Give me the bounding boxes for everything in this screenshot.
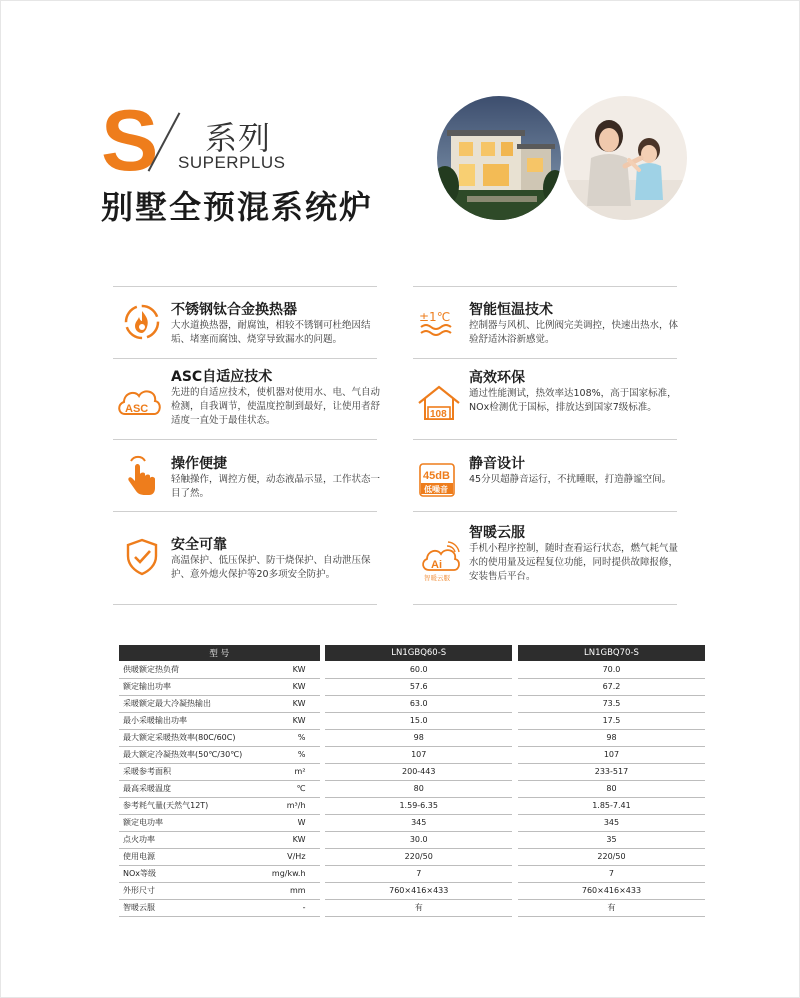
spec-unit: KW (268, 661, 320, 678)
spec-value-70: 220/50 (518, 848, 705, 865)
spec-name: 智暖云服 (119, 899, 268, 916)
spec-value-60: 107 (325, 746, 512, 763)
spec-unit: % (268, 729, 320, 746)
table-row (119, 848, 705, 865)
noise-icon-text: 45dB (423, 470, 450, 482)
spec-value-70: 98 (518, 729, 705, 746)
spec-value-60: 220/50 (325, 848, 512, 865)
spec-unit: % (268, 746, 320, 763)
spec-unit: m³/h (268, 797, 320, 814)
touch-hand-icon (119, 453, 165, 499)
feature-title: 操作便捷 (171, 456, 227, 472)
spec-name: 供暖额定热负荷 (119, 661, 268, 678)
spec-value-70: 73.5 (518, 695, 705, 712)
spec-unit: KW (268, 695, 320, 712)
spec-value-60: 1.59-6.35 (325, 797, 512, 814)
feature-title: ASC自适应技术 (171, 369, 273, 385)
table-row (119, 729, 705, 746)
thermostat-icon-text: ±1℃ (419, 310, 451, 324)
spec-value-70: 107 (518, 746, 705, 763)
spec-value-60: 345 (325, 814, 512, 831)
spec-value-60: 80 (325, 780, 512, 797)
asc-cloud-icon (115, 384, 163, 430)
spec-value-70: 80 (518, 780, 705, 797)
spec-table (119, 645, 705, 917)
spec-value-60: 57.6 (325, 678, 512, 695)
table-row (119, 780, 705, 797)
feature-title: 不锈钢钛合金换热器 (171, 302, 297, 318)
spec-unit: V/Hz (268, 848, 320, 865)
feature-description: 45分贝超静音运行，不扰睡眠，打造静谧空间。 (469, 474, 672, 485)
spec-value-70: 67.2 (518, 678, 705, 695)
spec-value-60: 200-443 (325, 763, 512, 780)
table-row (119, 797, 705, 814)
spec-value-60: 760×416×433 (325, 882, 512, 899)
table-row (119, 814, 705, 831)
spec-name: 额定电功率 (119, 814, 268, 831)
family-photo (563, 96, 687, 220)
spec-name: 额定输出功率 (119, 678, 268, 695)
feature-title: 智能恒温技术 (469, 302, 553, 318)
noise-icon-subtext: 低噪音 (424, 485, 448, 494)
spec-unit: KW (268, 712, 320, 729)
house-icon-text: 108 (430, 409, 447, 420)
feature-divider (413, 604, 677, 605)
table-row (119, 746, 705, 763)
model-header-70: LN1GBQ70-S (518, 645, 705, 661)
feature-title: 智暖云服 (469, 525, 525, 541)
spec-name: 采暖参考面积 (119, 763, 268, 780)
spec-unit: mg/kw.h (268, 865, 320, 882)
spec-value-60: 63.0 (325, 695, 512, 712)
spec-table-header (119, 645, 705, 661)
spec-name: 外形尺寸 (119, 882, 268, 899)
house-108-icon (415, 383, 463, 429)
spec-unit: m² (268, 763, 320, 780)
spec-unit: - (268, 899, 320, 916)
table-row (119, 661, 705, 678)
feature-description: 控制器与风机、比例阀完美调控，快速出热水，体验舒适沐浴新感觉。 (469, 320, 679, 345)
model-header-60: LN1GBQ60-S (325, 645, 512, 661)
series-logo-letter: S (101, 93, 159, 189)
spec-value-70: 35 (518, 831, 705, 848)
spec-unit: KW (268, 831, 320, 848)
table-row (119, 695, 705, 712)
low-noise-icon (417, 461, 463, 507)
spec-value-70: 有 (518, 899, 705, 916)
feature-divider (113, 604, 377, 605)
spec-name: 使用电源 (119, 848, 268, 865)
model-header-label: 型 号 (119, 645, 320, 661)
series-name-en: SUPERPLUS (178, 153, 286, 172)
feature-divider (413, 511, 677, 512)
table-row (119, 678, 705, 695)
feature-title: 静音设计 (469, 456, 525, 472)
feature-description: 大水道换热器，耐腐蚀，相较不锈钢可杜绝因结垢、堵塞而腐蚀、烧穿导致漏水的问题。 (171, 320, 371, 345)
spec-value-70: 233-517 (518, 763, 705, 780)
spec-value-70: 760×416×433 (518, 882, 705, 899)
spec-value-60: 有 (325, 899, 512, 916)
spec-value-60: 60.0 (325, 661, 512, 678)
feature-divider (113, 439, 377, 440)
spec-unit: ℃ (268, 780, 320, 797)
table-row (119, 831, 705, 848)
spec-unit: KW (268, 678, 320, 695)
spec-name: 点火功率 (119, 831, 268, 848)
feature-description: 通过性能测试，热效率达108%，高于国家标准，NOx检测优于国标，排放达到国家7级标准。 (469, 388, 677, 413)
feature-divider (413, 358, 677, 359)
table-row (119, 882, 705, 899)
ai-icon-subtext: 智暖云服 (424, 574, 450, 582)
spec-value-70: 70.0 (518, 661, 705, 678)
spec-value-60: 30.0 (325, 831, 512, 848)
feature-divider (413, 439, 677, 440)
spec-value-60: 7 (325, 865, 512, 882)
spec-unit: mm (268, 882, 320, 899)
spec-name: 最高采暖温度 (119, 780, 268, 797)
spec-name: 参考耗气量(天然气12T) (119, 797, 268, 814)
spec-name: 最大额定采暖热效率(80C/60C) (119, 729, 268, 746)
feature-description: 先进的自适应技术，使机器对使用水、电、气自动检测，自我调节，使温度控制到最好，让使用者舒适度一直处于最佳状态。 (171, 387, 381, 426)
spec-name: 最大额定冷凝热效率(50℃/30℃) (119, 746, 268, 763)
spec-name: 最小采暖输出功率 (119, 712, 268, 729)
spec-unit: W (268, 814, 320, 831)
feature-title: 安全可靠 (171, 537, 227, 553)
asc-icon-text: ASC (125, 403, 149, 415)
feature-description: 高温保护、低压保护、防干烧保护、自动泄压保护、意外熄火保护等20多项安全防护。 (171, 555, 371, 580)
table-row (119, 899, 705, 916)
feature-divider (413, 286, 677, 287)
feature-divider (113, 511, 377, 512)
ai-icon-text: Ai (431, 559, 442, 571)
feature-description: 手机小程序控制，随时查看运行状态，燃气耗气量水的使用量及远程复位功能，同时提供故障报修，安装售后平台。 (469, 543, 679, 582)
spec-value-70: 345 (518, 814, 705, 831)
thermometer-waves-icon (417, 299, 463, 345)
spec-value-60: 15.0 (325, 712, 512, 729)
flame-circle-icon (119, 299, 165, 345)
feature-description: 轻触操作，调控方便，动态液晶示显，工作状态一目了然。 (171, 474, 381, 499)
feature-divider (113, 286, 377, 287)
series-name-cn: 系列 (205, 119, 272, 157)
spec-name: 采暖额定最大冷凝热输出 (119, 695, 268, 712)
ai-cloud-icon (417, 540, 463, 586)
spec-name: NOx等级 (119, 865, 268, 882)
page-title: 别墅全预混系统炉 (101, 188, 374, 226)
feature-title: 高效环保 (469, 370, 525, 386)
spec-value-70: 17.5 (518, 712, 705, 729)
feature-divider (113, 358, 377, 359)
villa-photo (437, 96, 561, 220)
shield-check-icon (119, 534, 165, 580)
spec-value-70: 7 (518, 865, 705, 882)
table-row (119, 865, 705, 882)
table-row (119, 712, 705, 729)
table-row (119, 763, 705, 780)
spec-value-60: 98 (325, 729, 512, 746)
spec-value-70: 1.85-7.41 (518, 797, 705, 814)
